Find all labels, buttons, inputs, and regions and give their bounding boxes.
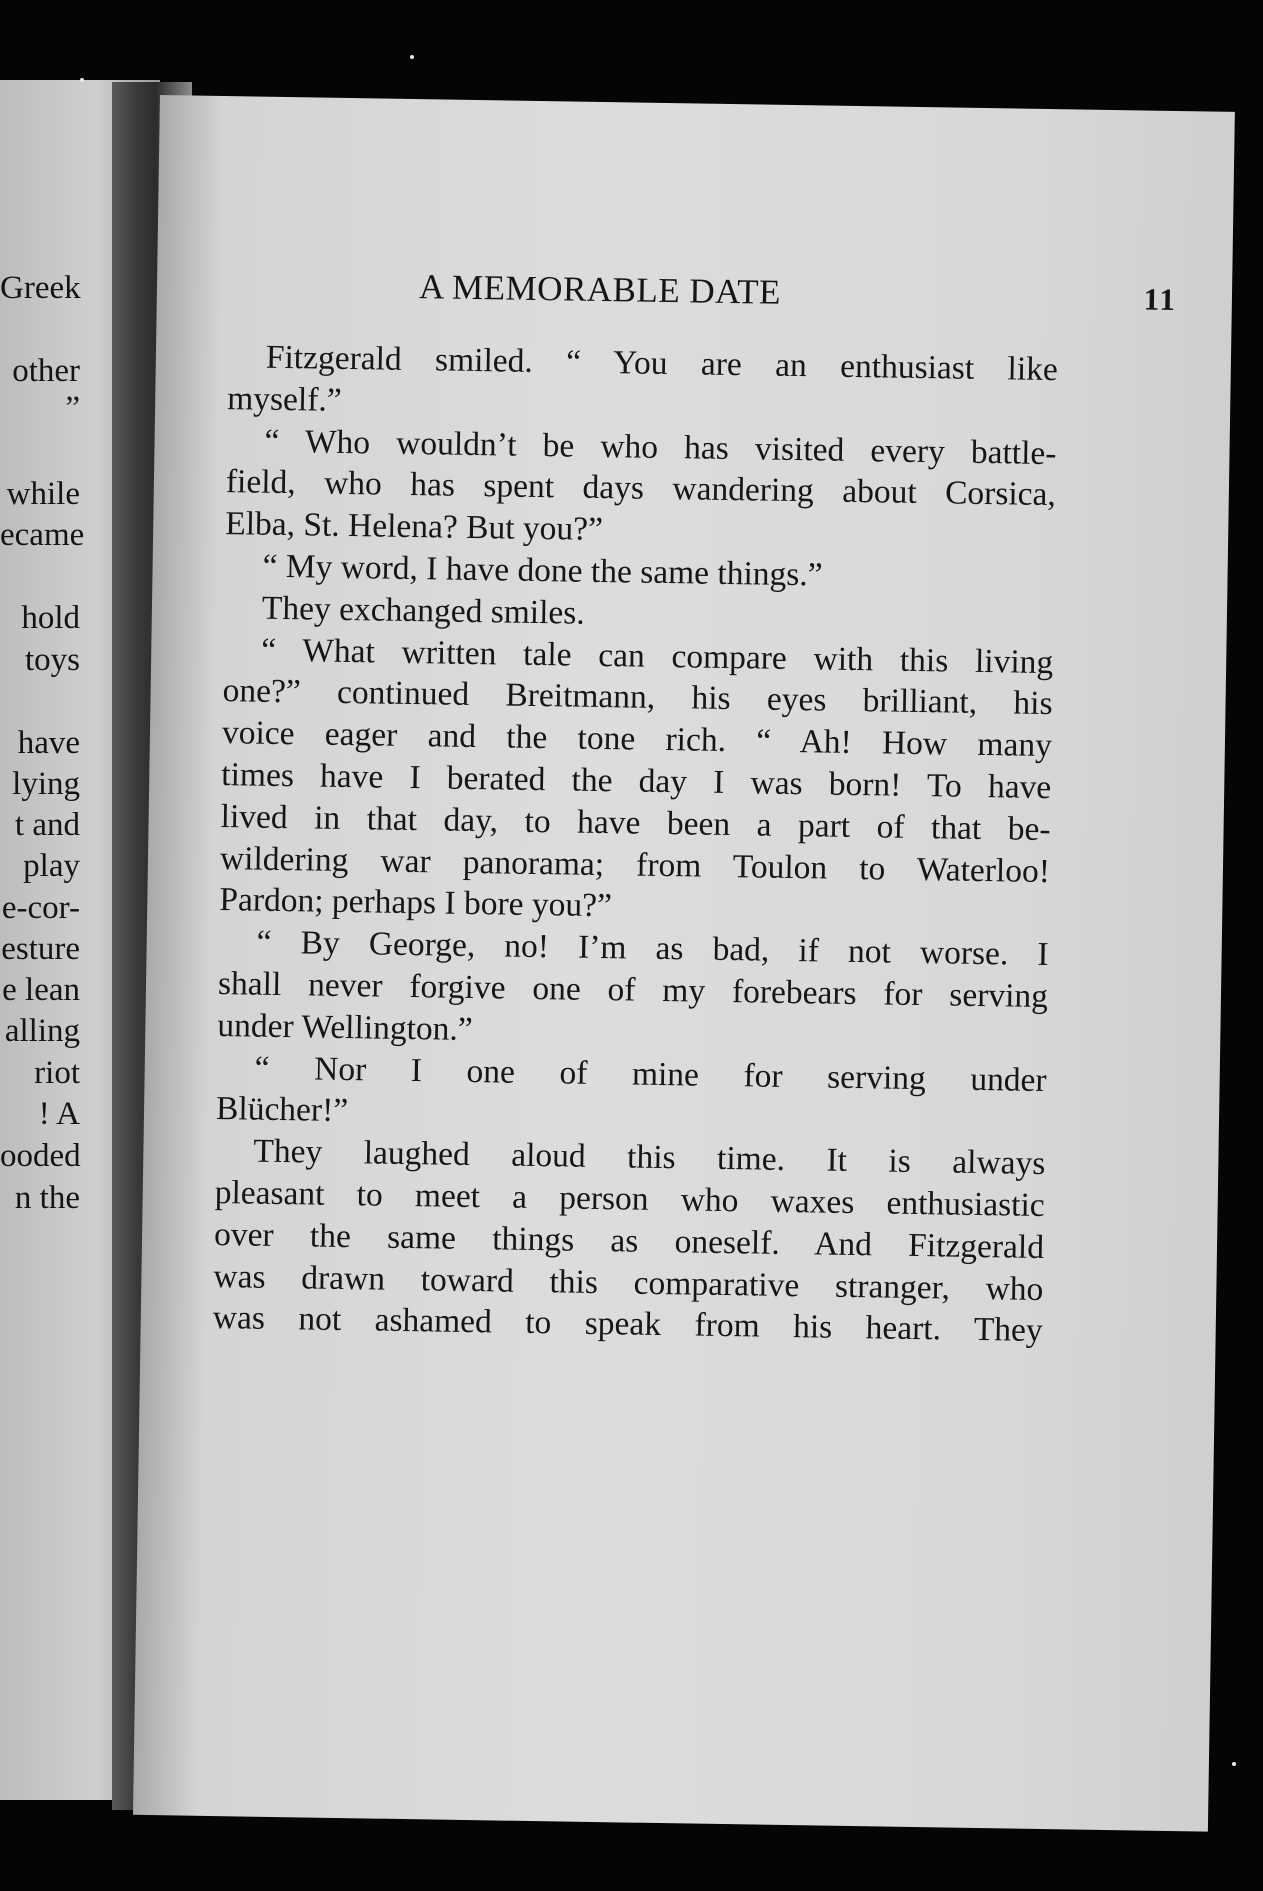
text-line: was drawn toward this comparative stranger, who [213,1257,1044,1308]
left-page-fragment: ooded [0,1138,81,1174]
text-line: myself.” [226,379,342,419]
left-page-fragment: ” [65,390,80,426]
text-line: wildering war panorama; from Toulon to Waterloo! [219,839,1051,890]
text-line: lived in that day, to have been a part of that be- [220,797,1051,848]
page-number: 11 [1143,281,1178,317]
left-page-fragment: Greek [0,270,81,306]
left-page-fragment: ecame [0,517,85,553]
left-page-fragment: lying [12,766,80,802]
page-header [417,267,1178,319]
dust-speck [410,55,414,59]
left-page-fragment: have [17,725,80,761]
text-line: They exchanged smiles. [261,589,586,632]
text-line: one?” continued Breitmann, his eyes brilliant, his [222,672,1053,723]
left-page-fragment: ! A [38,1096,80,1132]
running-title: A MEMORABLE DATE [418,267,782,312]
text-line: Blücher!” [215,1090,349,1130]
right-page [133,95,1235,1832]
text-line: pleasant to meet a person who waxes enthusiastic [214,1173,1045,1224]
left-page-fragment: e lean [2,972,80,1008]
text-line: “ What written tale can compare with this living [261,631,1054,681]
left-page-fragment: esture [1,931,80,967]
dust-speck [1232,1762,1236,1766]
text-line: times have I berated the day I was born! To have [221,756,1052,807]
left-page-fragment: toys [24,642,80,678]
left-page-fragment: e-cor- [1,890,80,926]
dust-speck [80,78,84,82]
text-line: field, who has spent days wandering about Corsica, [225,463,1057,514]
text-line: “ By George, no! I’m as bad, if not worse. I [256,923,1049,974]
text-line: voice eager and the tone rich. “ Ah! How many [221,714,1053,765]
text-line: “ My word, I have done the same things.” [262,547,823,594]
text-line: They laughed aloud this time. It is always [253,1132,1046,1183]
left-page-fragment: n the [14,1180,80,1216]
text-line: Fitzgerald smiled. “ You are an enthusiast like [265,338,1059,389]
text-line: Pardon; perhaps I bore you?” [219,881,613,925]
body-text [212,336,1058,1352]
left-page-fragment: riot [34,1055,80,1091]
text-line: shall never forgive one of my forebears for serving [217,964,1049,1016]
left-page-fragment: other [12,353,80,389]
left-page-fragment: play [23,848,80,884]
text-line: “ Who wouldn’t be who has visited every battle- [264,422,1057,472]
left-page-fragment: hold [21,600,80,636]
text-line: Elba, St. Helena? But you?” [224,505,604,549]
left-page-fragment: t and [14,807,80,843]
left-page-fragment: alling [4,1013,80,1049]
text-line: over the same things as oneself. And Fitzgerald [213,1215,1045,1266]
left-page-fragment: while [6,476,80,512]
text-line: was not ashamed to speak from his heart. They [212,1299,1043,1350]
text-line: “ Nor I one of mine for serving under [254,1049,1047,1099]
text-line: under Wellington.” [217,1006,473,1048]
